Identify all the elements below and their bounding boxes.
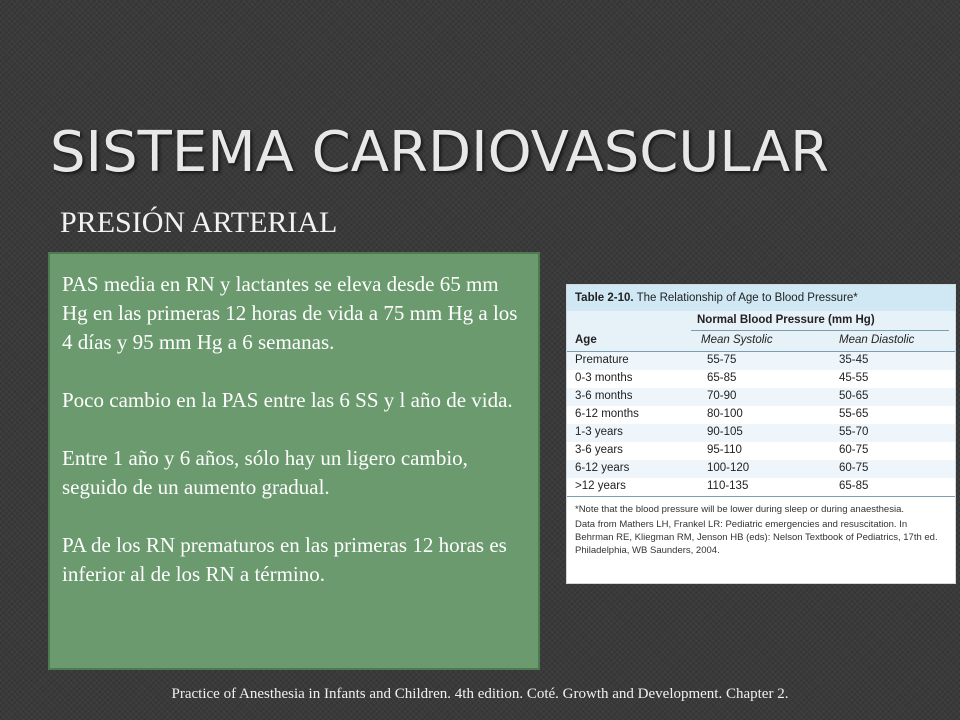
cell-diastolic: 55-70 [839, 426, 869, 438]
cell-systolic: 55-75 [707, 354, 737, 366]
citation-footer: Practice of Anesthesia in Infants and Children. 4th edition. Coté. Growth and Development. Chapter 2. [171, 686, 789, 702]
cell-systolic: 90-105 [707, 426, 743, 438]
table-row [567, 352, 955, 370]
cell-systolic: 65-85 [707, 372, 737, 384]
cell-diastolic: 45-55 [839, 372, 869, 384]
cell-systolic: 110-135 [707, 480, 749, 492]
table-row [567, 460, 955, 478]
table-column-headers [567, 331, 955, 352]
cell-age: Premature [575, 354, 629, 366]
group-header-label: Normal Blood Pressure (mm Hg) [697, 314, 875, 326]
column-header-systolic: Mean Systolic [701, 334, 773, 346]
cell-diastolic: 55-65 [839, 408, 869, 420]
cell-diastolic: 60-75 [839, 444, 869, 456]
cell-age: >12 years [575, 480, 626, 492]
cell-diastolic: 60-75 [839, 462, 869, 474]
slide-title: SISTEMA CARDIOVASCULAR [50, 120, 830, 185]
cell-age: 3-6 months [575, 390, 633, 402]
cell-diastolic: 65-85 [839, 480, 869, 492]
cell-diastolic: 50-65 [839, 390, 869, 402]
table-row [567, 424, 955, 442]
blood-pressure-table [566, 284, 956, 584]
cell-age: 6-12 years [575, 462, 630, 474]
table-source: Data from Mathers LH, Frankel LR: Pediatric emergencies and resuscitation. In Behrman RE, Kliegman RM, Jenson HB (eds): Nelson Textbook of Pediatrics, 17th ed. Philadelphia, WB Saunders, 2004. [575, 519, 938, 556]
table-row [567, 388, 955, 406]
paragraph: Poco cambio en la PAS entre las 6 SS y l año de vida. [62, 388, 513, 412]
cell-systolic: 100-120 [707, 462, 750, 474]
table-row [567, 442, 955, 460]
table-row [567, 406, 955, 424]
paragraph: Entre 1 año y 6 años, sólo hay un ligero cambio, seguido de un aumento gradual. [62, 446, 468, 499]
table-body [567, 352, 955, 497]
cell-diastolic: 35-45 [839, 354, 869, 366]
column-header-age: Age [575, 334, 597, 346]
table-note: *Note that the blood pressure will be lower during sleep or during anaesthesia. [575, 504, 905, 515]
cell-systolic: 70-90 [707, 390, 737, 402]
text-box [48, 252, 540, 670]
cell-age: 6-12 months [575, 408, 639, 420]
table-row [567, 370, 955, 388]
slide-subtitle: PRESIÓN ARTERIAL [60, 206, 338, 239]
cell-systolic: 95-110 [707, 444, 742, 456]
column-header-diastolic: Mean Diastolic [839, 334, 915, 346]
table-row [567, 478, 955, 496]
paragraph: PAS media en RN y lactantes se eleva desde 65 mm Hg en las primeras 12 horas de vida a 75 mm Hg a los 4 días y 95 mm Hg a 6 semanas. [62, 272, 518, 354]
paragraph: PA de los RN prematuros en las primeras 12 horas es inferior al de los RN a término. [62, 533, 507, 586]
cell-age: 3-6 years [575, 444, 623, 456]
table-label: Table 2-10. [575, 292, 634, 304]
table-notes [567, 497, 955, 557]
cell-age: 0-3 months [575, 372, 633, 384]
cell-age: 1-3 years [575, 426, 623, 438]
cell-systolic: 80-100 [707, 408, 743, 420]
table-caption-text: The Relationship of Age to Blood Pressure* [636, 292, 858, 304]
table-group-header [567, 311, 955, 331]
table-caption [567, 285, 955, 311]
